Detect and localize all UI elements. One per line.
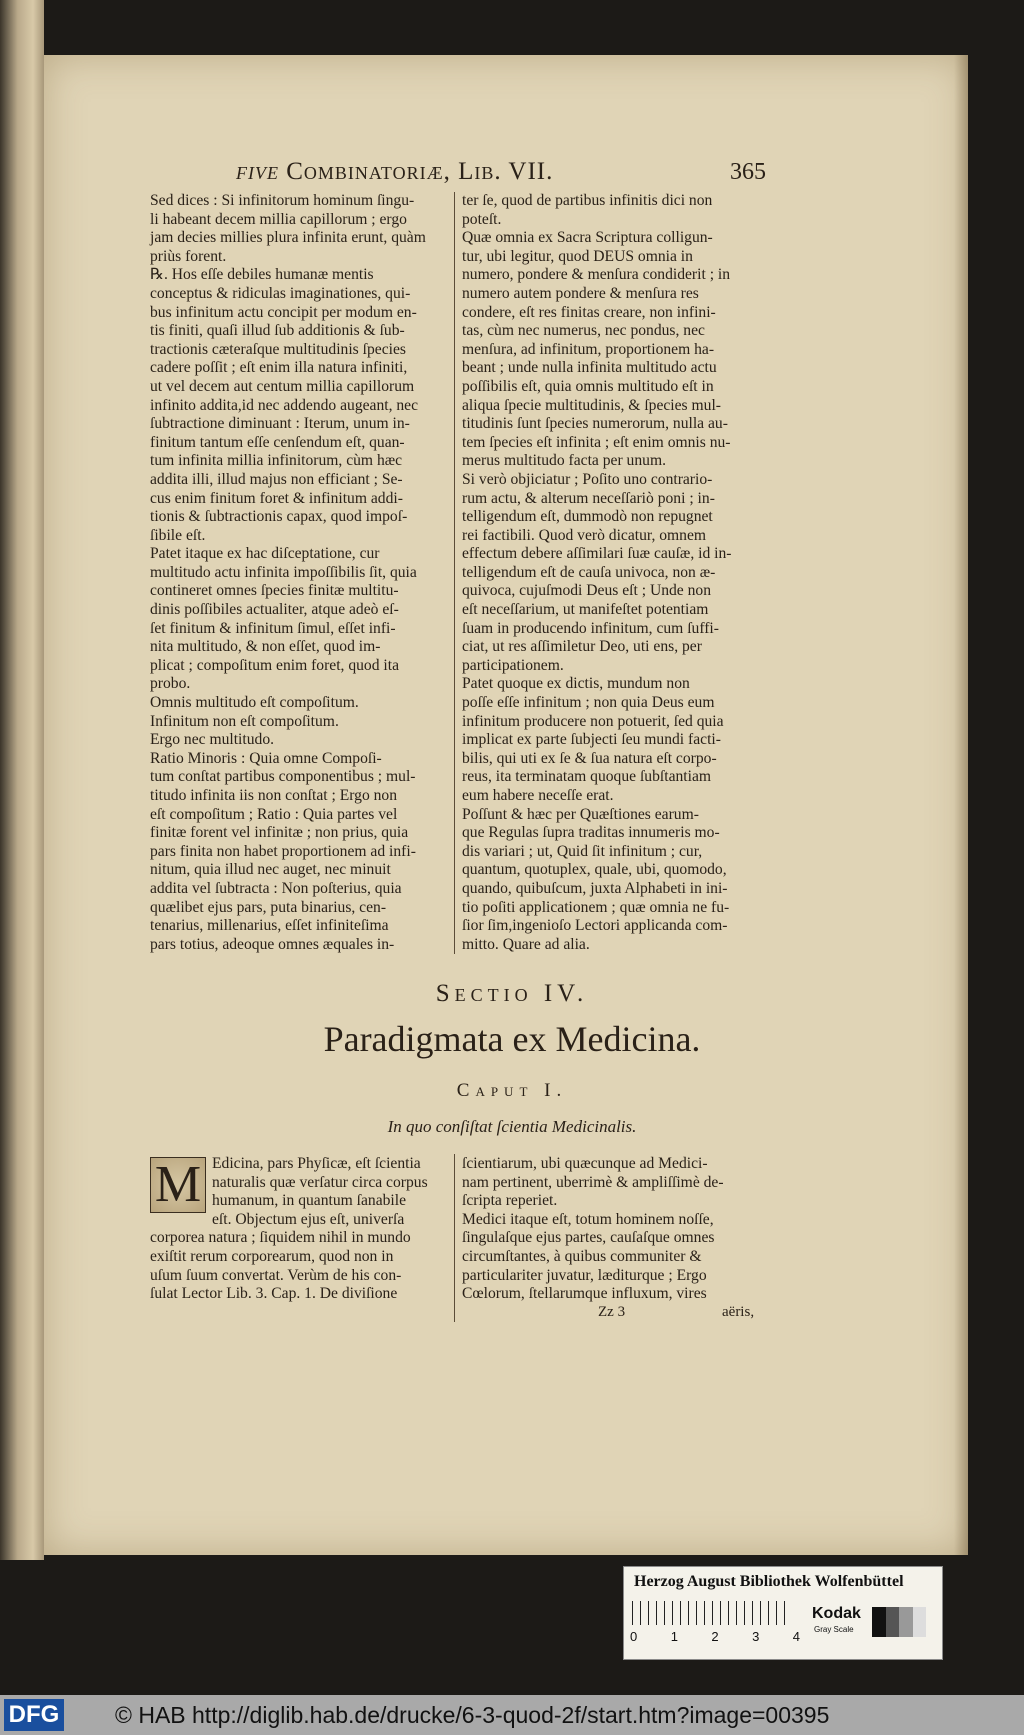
text-line: Quæ omnia ex Sacra Scriptura colligun- — [462, 229, 713, 247]
text-line: circumſtantes, à quibus communiter & — [462, 1247, 702, 1265]
text-line: bilis, qui uti ex ſe & ſua natura eſt corpo- — [462, 749, 717, 767]
chapter-label: Caput I. — [456, 1080, 568, 1101]
text-line: infinitum producere non potuerit, ſed quia — [462, 712, 724, 730]
scale-number: 4 — [792, 1629, 800, 1644]
text-line: telligendum eſt de cauſa univoca, non æ- — [462, 563, 716, 581]
text-line: quando, quibuſcum, juxta Alphabeti in ini- — [462, 879, 728, 897]
text-line: multitudo actu infinita impoſſibilis ſit, quia — [150, 563, 417, 581]
text-line: implicat ex parte ſubjecti ſeu mundi facti- — [462, 731, 721, 749]
text-line: Ergo nec multitudo. — [150, 731, 275, 749]
running-header — [236, 158, 766, 194]
scale-ruler — [632, 1601, 792, 1625]
text-line: poſſe eſſe infinitum ; non quia Deus eum — [462, 694, 715, 712]
scale-number: 3 — [752, 1629, 760, 1644]
section-title: Paradigmata ex Medicina. — [323, 1019, 701, 1059]
text-line: ut vel decem aut centum millia capillorum — [150, 377, 415, 395]
page-number: 365 — [730, 159, 766, 185]
drop-cap: M — [150, 1157, 206, 1213]
text-line: reus, ita terminatam quoque ſubſtantiam — [462, 768, 711, 786]
text-line: titudinis ſunt ſpecies numerorum, nulla au- — [462, 415, 728, 433]
text-line: plicat ; compoſitum enim foret, quod ita — [150, 656, 400, 674]
text-line: ſcientiarum, ubi quæcunque ad Medici- — [462, 1155, 708, 1172]
text-line: pars totius, adeoque omnes æquales in- — [150, 935, 395, 953]
scale-number: 1 — [670, 1629, 678, 1644]
text-line: Cœlorum, ſtellarumque influxum, vires — [462, 1285, 707, 1303]
text-line: tionis & ſubtractionis capax, quod impoſ- — [150, 508, 408, 526]
text-line: poteſt. — [462, 210, 502, 228]
text-line: dinis poſſibiles actualiter, atque adeò eſ- — [150, 601, 399, 619]
text-line: eſt. Objectum ejus eſt, univerſa — [212, 1210, 405, 1228]
kodak-logo: Kodak — [812, 1605, 861, 1622]
text-line: ciat, ut res aſſimiletur Deo, uti ens, per — [462, 638, 702, 656]
text-line: contineret omnes ſpecies finitæ multitu- — [150, 582, 399, 600]
text-line: Poſſunt & hæc per Quæſtiones earum- — [462, 805, 699, 823]
text-line: merus multitudo facta per unum. — [462, 452, 666, 470]
right-column-2 — [462, 1155, 764, 1304]
column-rule — [454, 192, 455, 954]
text-line: nitum, quia illud nec auget, nec minuit — [150, 861, 391, 879]
text-line: condere, eſt res finitas creare, non infini- — [462, 303, 716, 321]
text-line: Si verò objiciatur ; Poſito uno contrario- — [462, 470, 713, 488]
text-line: Edicina, pars Phyſicæ, eſt ſcientia — [212, 1155, 421, 1172]
text-line: ſior ſim,ingenioſo Lectori applicanda com- — [462, 917, 728, 935]
library-name: Herzog August Bibliothek Wolfenbüttel — [634, 1573, 904, 1590]
text-line: beant ; unde nulla infinita multitudo actu — [462, 359, 717, 377]
running-title-text: Combinatoriæ, Lib. VII. — [286, 158, 554, 185]
gray-swatches — [872, 1607, 926, 1637]
text-line: ſuam in producendo infinitum, cum ſuffi- — [462, 619, 719, 637]
column-rule-2 — [454, 1154, 455, 1322]
text-line: Patet quoque ex dictis, mundum non — [462, 675, 690, 693]
text-line: participationem. — [462, 656, 564, 674]
text-line: ſet finitum & infinitum ſimul, eſſet infi- — [150, 619, 396, 637]
text-line: cadere poſſit ; eſt enim illa natura infiniti, — [150, 359, 408, 377]
text-line: poſſibilis eſt, quia omnis multitudo eſt in — [462, 377, 714, 395]
text-line: ſulat Lector Lib. 3. Cap. 1. De diviſione — [150, 1285, 398, 1303]
text-line: addita vel ſubtracta : Non poſterius, quia — [150, 879, 402, 897]
text-line: li habeant decem millia capillorum ; ergo — [150, 210, 407, 228]
text-line: probo. — [150, 675, 191, 693]
text-line: eum habere neceſſe erat. — [462, 787, 614, 804]
text-line: quælibet ejus pars, puta binarius, cen- — [150, 898, 387, 916]
text-line: Patet itaque ex hac diſceptatione, cur — [150, 545, 380, 563]
scale-number: 2 — [711, 1629, 719, 1644]
text-line: finitum tantum eſſe cenſendum eſt, quan- — [150, 433, 405, 451]
text-line: ſubtractione diminuant : Iterum, unum in- — [150, 415, 410, 433]
text-line: Sed dices : Si infinitorum hominum ſingu- — [150, 192, 415, 209]
text-line: pars finita non habet proportionem ad infi- — [150, 842, 416, 860]
right-column — [462, 192, 764, 954]
text-line: telligendum eſt, dummodò non repugnet — [462, 508, 713, 526]
catchword: aëris, — [722, 1304, 755, 1320]
text-line: uſum ſuum convertat. Verùm de his con- — [150, 1266, 402, 1284]
text-line: infinito addita,id nec addendo augeant, nec — [150, 396, 419, 414]
text-line: mitto. Quare ad alia. — [462, 935, 590, 953]
text-line: tum infinita millia infinitorum, cùm hæc — [150, 452, 403, 470]
text-line: exiſtit rerum corporearum, quod non in — [150, 1247, 394, 1265]
signature-mark: Zz 3 — [598, 1304, 626, 1320]
text-line: tio poſiti applicationem ; quæ omnia ne fu- — [462, 898, 730, 916]
text-line: numero autem pondere & menſura res — [462, 284, 699, 302]
text-line: rum actu, & alterum neceſſariò poni ; in- — [462, 489, 715, 507]
running-title-italic: five — [236, 158, 279, 185]
scale-numbers — [630, 1629, 800, 1644]
text-line: priùs forent. — [150, 247, 227, 265]
text-line: rei factibili. Quod verò dicatur, omnem — [462, 526, 707, 544]
facing-page-edge — [0, 0, 44, 1560]
text-line: particulariter juvatur, læditurque ; Ergo — [462, 1266, 707, 1284]
text-line: ſingulaſque ejus partes, cauſaſque omnes — [462, 1229, 715, 1247]
text-line: nam pertinent, uberrimè & ampliſſimè de- — [462, 1173, 724, 1191]
running-title — [236, 158, 553, 186]
dfg-logo: DFG — [4, 1699, 64, 1731]
text-line: jam decies millies plura infinita erunt, quàm — [150, 229, 426, 247]
text-line: ſcripta reperiet. — [462, 1192, 558, 1210]
text-line: effectum debere aſſimilari ſuæ cauſæ, id in- — [462, 545, 732, 563]
text-line: tum conſtat partibus componentibus ; mul- — [150, 768, 416, 786]
text-line: eſt compoſitum ; Ratio : Quia partes vel — [150, 805, 398, 823]
text-line: conceptus & ridiculas imaginationes, qui- — [150, 284, 411, 302]
text-line: bus infinitum actu concipit per modum en- — [150, 303, 417, 321]
text-line: eſt neceſſarium, ut manifeſtet potentiam — [462, 601, 709, 619]
chapter-subtitle: In quo conſiſtat ſcientia Medicinalis. — [387, 1117, 637, 1136]
text-line: ſibile eſt. — [150, 526, 206, 544]
text-line: tractionis cæteraſque multitudinis ſpecies — [150, 340, 406, 358]
text-line: Omnis multitudo eſt compoſitum. — [150, 694, 359, 712]
text-line: humanum, in quantum ſanabile — [212, 1192, 407, 1210]
text-line: tas, cùm nec numerus, nec pondus, nec — [462, 322, 705, 340]
left-column-2 — [150, 1155, 450, 1304]
text-line: quantum, quotuplex, quale, ubi, quomodo, — [462, 861, 727, 879]
text-line: ter ſe, quod de partibus infinitis dici non — [462, 192, 713, 209]
text-line: naturalis quæ verſatur circa corpus — [212, 1173, 428, 1191]
footer-url[interactable]: © HAB http://diglib.hab.de/drucke/6-3-quod-2f/start.htm?image=00395 — [115, 1702, 830, 1728]
scale-number: 0 — [630, 1629, 638, 1644]
color-target-card — [623, 1566, 943, 1660]
text-line: Ratio Minoris : Quia omne Compoſi- — [150, 749, 382, 767]
text-line: cus enim finitum foret & infinitum addi- — [150, 489, 403, 507]
text-line: tis finiti, quaſi illud ſub additionis & ſub- — [150, 322, 405, 340]
text-line: Infinitum non eſt compoſitum. — [150, 712, 339, 730]
text-line: tenarius, millenarius, eſſet infiniteſima — [150, 917, 389, 935]
text-line: aliqua ſpecie multitudinis, & ſpecies mul- — [462, 396, 721, 414]
text-line: corporea natura ; ſiquidem nihil in mundo — [150, 1229, 411, 1247]
text-line: ℞. Hos eſſe debiles humanæ mentis — [150, 266, 374, 284]
text-line: addita illi, illud majus non efficiant ; Se- — [150, 470, 403, 488]
text-line: titudo infinita iis non conſtat ; Ergo non — [150, 787, 398, 804]
text-line: Medici itaque eſt, totum hominem noſſe, — [462, 1210, 714, 1228]
text-line: menſura, ad infinitum, proportionem ha- — [462, 340, 715, 358]
text-line: tem ſpecies eſt infinita ; eſt enim omnis nu- — [462, 433, 731, 451]
gray-scale-label: Gray Scale — [814, 1625, 854, 1634]
text-line: numero, pondere & menſura condiderit ; in — [462, 266, 731, 284]
section-label: Sectio IV. — [435, 980, 589, 1007]
text-line: dis variari ; ut, Quid ſit infinitum ; cur, — [462, 842, 703, 860]
text-line: nita multitudo, & non eſſet, quod im- — [150, 638, 381, 656]
text-line: quivoca, cujuſmodi Deus eſt ; Unde non — [462, 582, 712, 600]
text-line: que Regulas ſupra traditas innumeris mo- — [462, 824, 720, 842]
text-line: finitæ forent vel infinitæ ; non prius, quia — [150, 824, 409, 842]
text-line: tur, ubi legitur, quod DEUS omnia in — [462, 247, 693, 265]
left-column — [150, 192, 450, 954]
